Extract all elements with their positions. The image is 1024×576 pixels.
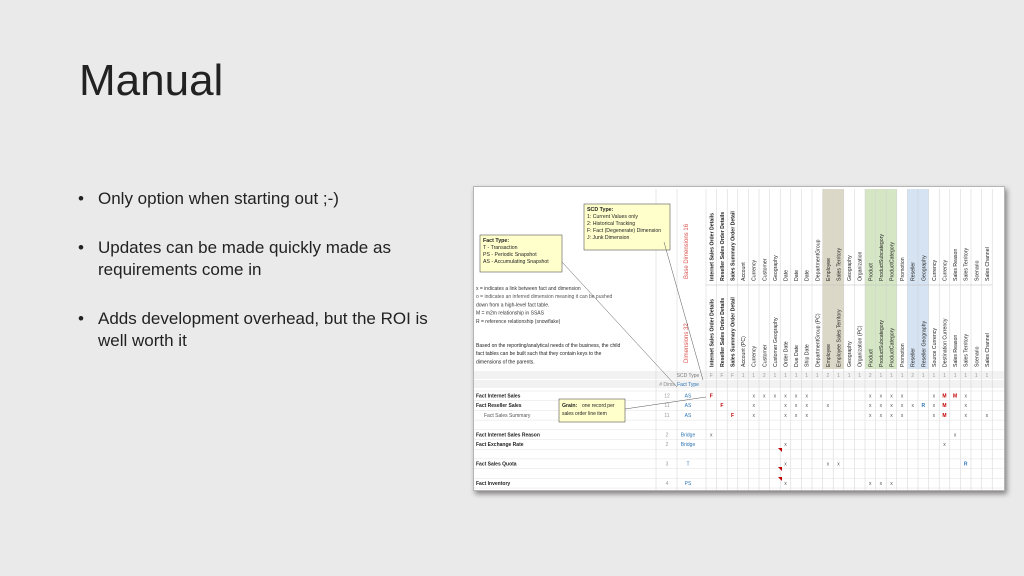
scd-type-value: 1 xyxy=(900,373,904,379)
legend-line: o = indicates an inferred dimension meaning it can be pushed xyxy=(476,294,613,301)
matrix-cell: x xyxy=(837,461,840,468)
scd-type-value: 1 xyxy=(964,373,968,379)
column-header-bottom: Account (PC) xyxy=(741,336,748,367)
fact-dims-count: 3 xyxy=(665,461,669,468)
matrix-cell: x xyxy=(932,403,936,410)
fact-row-name: Fact Internet Sales Reason xyxy=(476,432,540,439)
column-header-top: Organization xyxy=(857,251,864,281)
scd-type-value: 2 xyxy=(826,373,830,379)
scd-type-value: F xyxy=(720,373,724,379)
column-header-top: Currency xyxy=(931,259,938,281)
scd-type-value: 1 xyxy=(943,373,946,379)
matrix-cell: x xyxy=(964,403,967,410)
column-header-bottom: Currency xyxy=(751,345,758,367)
column-header-top: ProductSubcategory xyxy=(878,233,885,281)
column-header-top: Geography xyxy=(921,255,928,281)
grain-callout-line: one record per xyxy=(582,403,615,409)
dims-label: # Dims xyxy=(659,382,675,388)
matrix-cell: x xyxy=(794,412,798,419)
matrix-cell: F xyxy=(730,412,735,419)
matrix-cell: x xyxy=(784,480,787,487)
fact-type-value: PS xyxy=(684,480,692,487)
fact-row-name: Fact Reseller Sales xyxy=(476,403,522,410)
matrix-cell: x xyxy=(773,393,777,400)
matrix-cell: x xyxy=(869,393,872,400)
scd-type-value: 1 xyxy=(794,373,798,379)
matrix-cell: M xyxy=(942,403,947,410)
fact-dims-count: 12 xyxy=(664,393,670,400)
column-header-bottom: Product xyxy=(868,349,875,367)
scd-type-value: 1 xyxy=(784,373,787,379)
column-header-top: Date xyxy=(783,270,790,281)
matrix-cell: x xyxy=(784,461,787,468)
note-line: fact tables can be built such that they contain keys to the xyxy=(476,351,602,358)
matrix-cell: x xyxy=(794,393,798,400)
column-header-top: Customer xyxy=(762,258,769,281)
scd-type-callout-line: 2: Historical Tracking xyxy=(587,221,636,227)
column-header-top: Sales Channel xyxy=(984,247,991,281)
matrix-cell: x xyxy=(900,403,904,410)
column-header-top: Geography xyxy=(847,255,854,281)
bullet-item xyxy=(78,237,438,281)
fact-row-name: Fact Inventory xyxy=(476,480,511,487)
column-header-top: Employee xyxy=(825,257,832,281)
column-header-bottom: Sales Territory xyxy=(963,333,970,367)
fact-row-name: Fact Exchange Rate xyxy=(476,442,524,448)
column-header-bottom: Promotion xyxy=(900,343,907,367)
column-header-bottom: Employee Sales Territory xyxy=(836,309,843,367)
bullet-item xyxy=(78,188,438,210)
column-header-top: Currency xyxy=(942,259,949,281)
matrix-cell: x xyxy=(805,412,808,419)
matrix-cell: x xyxy=(794,403,798,410)
bullet-text: Adds development overhead, but the ROI is well worth it xyxy=(98,309,428,350)
matrix-cell: x xyxy=(890,480,893,487)
scd-type-callout-line: J: Junk Dimension xyxy=(587,235,630,241)
fact-type-label: Fact Type xyxy=(677,382,699,388)
matrix-cell: x xyxy=(710,432,713,439)
matrix-cell: x xyxy=(900,412,904,419)
fact-dims-count: 2 xyxy=(665,442,669,448)
matrix-cell: M xyxy=(942,393,947,400)
matrix-cell: x xyxy=(879,412,883,419)
fact-type-value: AS xyxy=(684,403,692,410)
fact-row-name: Fact Internet Sales xyxy=(476,393,521,400)
fact-dims-count: 2 xyxy=(665,432,669,439)
column-header-bottom: Order Date xyxy=(783,341,790,367)
scd-type-value: F xyxy=(730,373,735,379)
dimensions-label: Dimensions 32 xyxy=(684,323,690,363)
column-header-top: Promotion xyxy=(900,257,907,281)
note-line: dimensions of the parents. xyxy=(476,359,535,366)
slide-title: Manual xyxy=(79,56,224,105)
column-header-top: Internet Sales Order Details xyxy=(709,212,716,281)
bullet-text: Only option when starting out ;-) xyxy=(98,189,339,208)
matrix-cell: R xyxy=(921,403,926,410)
matrix-cell: x xyxy=(869,412,872,419)
matrix-cell: x xyxy=(964,393,967,400)
matrix-cell: x xyxy=(784,412,787,419)
matrix-cell: x xyxy=(890,393,893,400)
matrix-cell: x xyxy=(752,412,755,419)
matrix-cell: x xyxy=(879,480,883,487)
column-header-top: Date xyxy=(794,270,801,281)
note-line: Based on the reporting/analytical needs of the business, the child xyxy=(476,343,621,349)
bullet-dot-icon: • xyxy=(78,238,84,257)
column-header-bottom: Due Date xyxy=(794,345,801,367)
scd-type-value: 1 xyxy=(890,373,893,379)
column-header-bottom: DepartmentGroup (PC) xyxy=(815,313,822,367)
fact-type-callout-leader-line xyxy=(562,262,677,387)
column-header-top: Currency xyxy=(751,259,758,281)
fact-type-header-row xyxy=(474,380,1004,388)
column-header-bottom: Employee xyxy=(825,343,832,367)
column-header-bottom: Sales Summary Order Detail xyxy=(730,297,737,367)
matrix-cell: x xyxy=(943,442,946,448)
column-header-bottom: Geography xyxy=(847,341,854,367)
scd-type-value: F xyxy=(709,373,713,379)
scd-type-value: 1 xyxy=(985,373,989,379)
column-header-bottom: Reseller Geography xyxy=(921,320,928,367)
matrix-cell: x xyxy=(932,412,936,419)
scd-type-value: 1 xyxy=(752,373,756,379)
column-header-top: Sales Territory xyxy=(963,247,970,281)
matrix-cell: x xyxy=(752,393,755,400)
matrix-cell: x xyxy=(826,403,830,410)
fact-dims-count: 11 xyxy=(664,403,670,410)
scd-type-callout-line: F: Fact (Degenerate) Dimension xyxy=(587,228,662,234)
scd-type-value: 1 xyxy=(805,373,809,379)
column-header-top: Sales Territory xyxy=(836,247,843,281)
column-header-top: Scenario xyxy=(974,260,981,281)
column-header-top: ProductCategory xyxy=(889,242,896,281)
column-header-bottom: Ship Date xyxy=(804,344,811,367)
column-header-top: Sales Reason xyxy=(953,248,960,281)
matrix-cell: R xyxy=(963,461,968,468)
matrix-cell: F xyxy=(709,393,713,400)
bullet-item xyxy=(78,308,438,352)
grain-callout-line: sales order line item xyxy=(562,411,607,417)
fact-dims-count: 4 xyxy=(665,480,669,487)
matrix-cell: M xyxy=(953,393,958,400)
column-header-bottom: Reseller xyxy=(910,347,917,367)
matrix-cell: x xyxy=(784,403,787,410)
base-dimensions-label: Base Dimensions 16 xyxy=(684,223,690,279)
column-header-bottom: Customer Geography xyxy=(772,317,779,367)
bullet-dot-icon: • xyxy=(78,309,84,328)
scd-type-value: 1 xyxy=(847,373,851,379)
matrix-cell: x xyxy=(985,412,989,419)
legend-line: R = reference relationship (snowflake) xyxy=(476,318,561,325)
bus-matrix-svg xyxy=(474,187,1004,490)
bullet-text: Updates can be made quickly made as requirements come in xyxy=(98,238,391,279)
matrix-cell: x xyxy=(932,393,936,400)
scd-type-value: 1 xyxy=(858,373,862,379)
matrix-cell: x xyxy=(890,412,893,419)
fact-type-value: AS xyxy=(684,412,692,419)
bullet-dot-icon: • xyxy=(78,189,84,208)
column-header-bottom: Sales Channel xyxy=(984,333,991,367)
grain-callout-title: Grain: xyxy=(562,403,578,409)
matrix-cell: x xyxy=(869,480,872,487)
fact-type-callout-line: T - Transaction xyxy=(483,245,518,251)
fact-type-callout-title: Fact Type: xyxy=(483,238,510,244)
column-header-top: Reseller xyxy=(910,261,917,281)
column-header-top: Date xyxy=(804,270,811,281)
matrix-cell: M xyxy=(942,412,947,419)
matrix-cell: x xyxy=(900,393,904,400)
scd-type-value: 1 xyxy=(974,373,978,379)
column-header-bottom: Organization (PC) xyxy=(857,325,864,367)
fact-type-value: AS xyxy=(684,393,692,400)
fact-type-value: Bridge xyxy=(680,442,696,448)
column-header-bottom: Customer xyxy=(762,344,769,367)
scd-type-value: 1 xyxy=(773,373,777,379)
matrix-cell: x xyxy=(826,461,830,468)
column-header-top: Reseller Sales Order Details xyxy=(719,211,726,281)
matrix-cell: x xyxy=(879,403,883,410)
fact-dims-count: 11 xyxy=(664,412,670,419)
column-header-top: Sales Summary Order Detail xyxy=(730,211,737,281)
scd-type-value: 2 xyxy=(911,373,915,379)
scd-type-value: 1 xyxy=(815,373,819,379)
scd-type-value: 2 xyxy=(762,373,766,379)
column-header-bottom: Source Currency xyxy=(931,328,938,367)
fact-type-callout-line: AS - Accumulating Snapshot xyxy=(483,259,549,265)
column-header-bottom: ProductSubcategory xyxy=(878,319,885,367)
scd-type-callout-title: SCD Type: xyxy=(587,207,614,213)
matrix-cell: x xyxy=(752,403,755,410)
column-header-bottom: Destination Currency xyxy=(942,318,949,367)
matrix-cell: x xyxy=(953,432,957,439)
scd-type-label: SCD Type xyxy=(676,373,700,379)
scd-type-callout-line: 1: Current Values only xyxy=(587,214,638,220)
matrix-cell: x xyxy=(763,393,766,400)
scd-type-value: 1 xyxy=(921,373,925,379)
fact-type-value: T xyxy=(686,461,690,468)
scd-type-value: 1 xyxy=(879,373,883,379)
column-header-bottom: Reseller Sales Order Details xyxy=(719,297,726,367)
fact-row-name: Fact Sales Summary xyxy=(484,412,531,419)
column-header-top: Geography xyxy=(772,255,779,281)
fact-row-name: Fact Sales Quota xyxy=(476,461,517,468)
scd-type-value: 1 xyxy=(932,373,936,379)
matrix-cell: F xyxy=(720,403,724,410)
column-header-top: DepartmentGroup xyxy=(815,239,822,281)
bullet-list xyxy=(78,188,438,379)
matrix-cell: x xyxy=(784,393,787,400)
scd-type-value: 1 xyxy=(953,373,957,379)
column-header-bottom: ProductCategory xyxy=(889,328,896,367)
matrix-cell: x xyxy=(805,403,808,410)
scd-type-value: 1 xyxy=(837,373,840,379)
matrix-cell: x xyxy=(911,403,914,410)
column-header-top: Account xyxy=(741,262,748,281)
fact-type-callout-line: PS - Periodic Snapshot xyxy=(483,252,537,258)
legend-line: M = m2m relationship in SSAS xyxy=(476,310,544,317)
matrix-cell: x xyxy=(890,403,893,410)
column-header-top: Product xyxy=(868,263,875,281)
column-header-bottom: Sales Reason xyxy=(953,334,960,367)
bus-matrix-spreadsheet xyxy=(473,186,1005,491)
legend-line: down from a high-level fact table. xyxy=(476,302,550,309)
fact-type-value: Bridge xyxy=(680,432,696,439)
matrix-cell: x xyxy=(869,403,872,410)
column-header-bottom: Scenario xyxy=(974,346,981,367)
matrix-cell: x xyxy=(784,442,787,448)
matrix-cell: x xyxy=(964,412,967,419)
matrix-cell: x xyxy=(805,393,808,400)
scd-type-value: 1 xyxy=(741,373,745,379)
scd-type-value: 2 xyxy=(868,373,872,379)
legend-line: x = indicates a link between fact and dimension xyxy=(476,286,581,292)
column-header-bottom: Internet Sales Order Details xyxy=(709,298,716,367)
matrix-cell: x xyxy=(879,393,883,400)
